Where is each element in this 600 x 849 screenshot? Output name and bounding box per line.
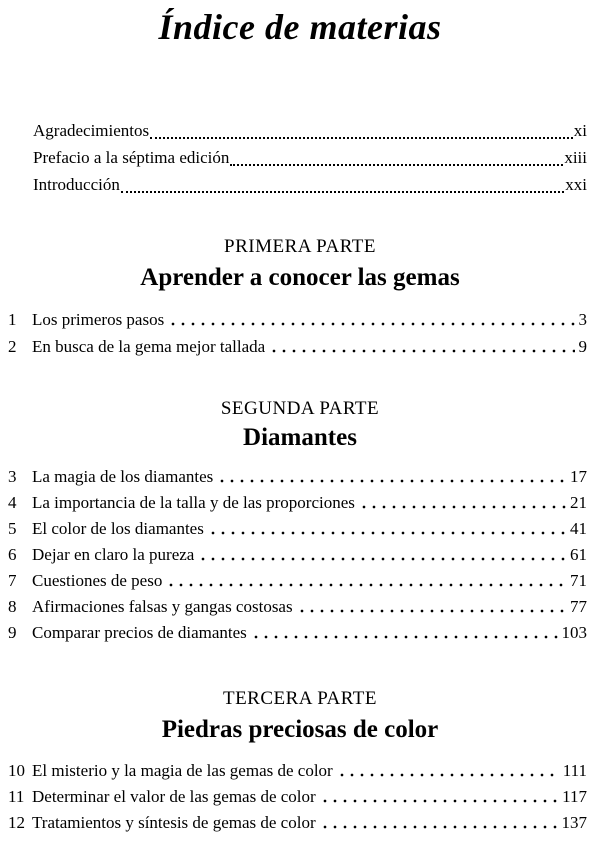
entry-page: xi [573, 121, 587, 140]
chapter-title: Tratamientos y síntesis de gemas de color [32, 813, 316, 832]
chapter-entry[interactable] [8, 620, 587, 646]
chapter-page: 137 [561, 813, 587, 832]
dot-leader [297, 594, 566, 613]
entry-page: xxi [565, 175, 587, 194]
dot-leader [168, 307, 574, 326]
chapter-title: Cuestiones de peso [32, 571, 163, 590]
chapter-title: Determinar el valor de las gemas de color [32, 787, 316, 806]
page-title: Índice de materias [158, 7, 442, 47]
entry-title: Introducción [33, 175, 120, 194]
chapter-entry[interactable] [8, 464, 587, 490]
chapter-title: Comparar precios de diamantes [32, 623, 247, 642]
chapter-page: 61 [570, 545, 587, 564]
chapter-title: La importancia de la talla y de las proporciones [32, 493, 355, 512]
chapter-title: La magia de los diamantes [32, 467, 214, 486]
dot-leader [359, 490, 566, 509]
chapter-page: 71 [570, 571, 587, 590]
toc-entry-prefacio[interactable] [33, 145, 587, 171]
chapter-number: 2 [8, 337, 17, 356]
chapter-title: Dejar en claro la pureza [32, 545, 195, 564]
chapter-entry[interactable] [8, 758, 587, 784]
chapter-number: 5 [8, 519, 17, 538]
chapter-title: En busca de la gema mejor tallada [32, 337, 266, 356]
chapter-title: Afirmaciones falsas y gangas costosas [32, 597, 293, 616]
part-title: Diamantes [243, 424, 357, 451]
chapter-entry[interactable] [8, 568, 587, 594]
part-title: Piedras preciosas de color [161, 716, 439, 743]
dot-leader [337, 758, 559, 777]
dot-leader [251, 620, 558, 639]
chapter-page: 111 [562, 761, 587, 780]
chapter-entry[interactable] [8, 490, 587, 516]
chapter-page: 77 [570, 597, 587, 616]
chapter-number: 11 [8, 787, 25, 806]
chapter-number: 4 [8, 493, 17, 512]
chapter-page: 103 [561, 623, 587, 642]
chapter-number: 6 [8, 545, 17, 564]
dot-leader [269, 334, 574, 353]
dot-leader [230, 145, 563, 166]
chapter-title: Los primeros pasos [32, 310, 165, 329]
dot-leader [320, 810, 558, 829]
part-label: SEGUNDA PARTE [220, 398, 380, 419]
dot-leader [217, 464, 566, 483]
dot-leader [150, 118, 573, 139]
chapter-title: El color de los diamantes [32, 519, 204, 538]
chapter-entry[interactable] [8, 542, 587, 568]
chapter-page: 117 [562, 787, 587, 806]
toc-entry-agradecimientos[interactable] [33, 118, 587, 144]
chapter-page: 41 [570, 519, 587, 538]
chapter-number: 9 [8, 623, 17, 642]
chapter-entry[interactable] [8, 784, 587, 810]
dot-leader [198, 542, 566, 561]
part-label: TERCERA PARTE [222, 688, 378, 709]
chapter-entry[interactable] [8, 594, 587, 620]
chapter-entry[interactable] [8, 810, 587, 836]
chapter-number: 12 [8, 813, 25, 832]
chapter-title: El misterio y la magia de las gemas de color [32, 761, 333, 780]
chapter-number: 7 [8, 571, 17, 590]
entry-title: Agradecimientos [33, 121, 150, 140]
chapter-page: 17 [570, 467, 587, 486]
toc-entry-introduccion[interactable] [33, 172, 587, 198]
chapter-entry[interactable] [8, 516, 587, 542]
dot-leader [320, 784, 558, 803]
part-label: PRIMERA PARTE [224, 236, 376, 257]
chapter-page: 21 [570, 493, 587, 512]
chapter-entry[interactable] [8, 307, 587, 333]
chapter-number: 10 [8, 761, 25, 780]
chapter-number: 3 [8, 467, 17, 486]
chapter-page: 9 [578, 337, 587, 356]
part-title: Aprender a conocer las gemas [140, 264, 460, 291]
dot-leader [166, 568, 566, 587]
dot-leader [208, 516, 566, 535]
entry-title: Prefacio a la séptima edición [33, 148, 230, 167]
chapter-entry[interactable] [8, 334, 587, 360]
dot-leader [121, 172, 564, 193]
chapter-number: 1 [8, 310, 17, 329]
entry-page: xiii [564, 148, 587, 167]
chapter-page: 3 [578, 310, 587, 329]
chapter-number: 8 [8, 597, 17, 616]
